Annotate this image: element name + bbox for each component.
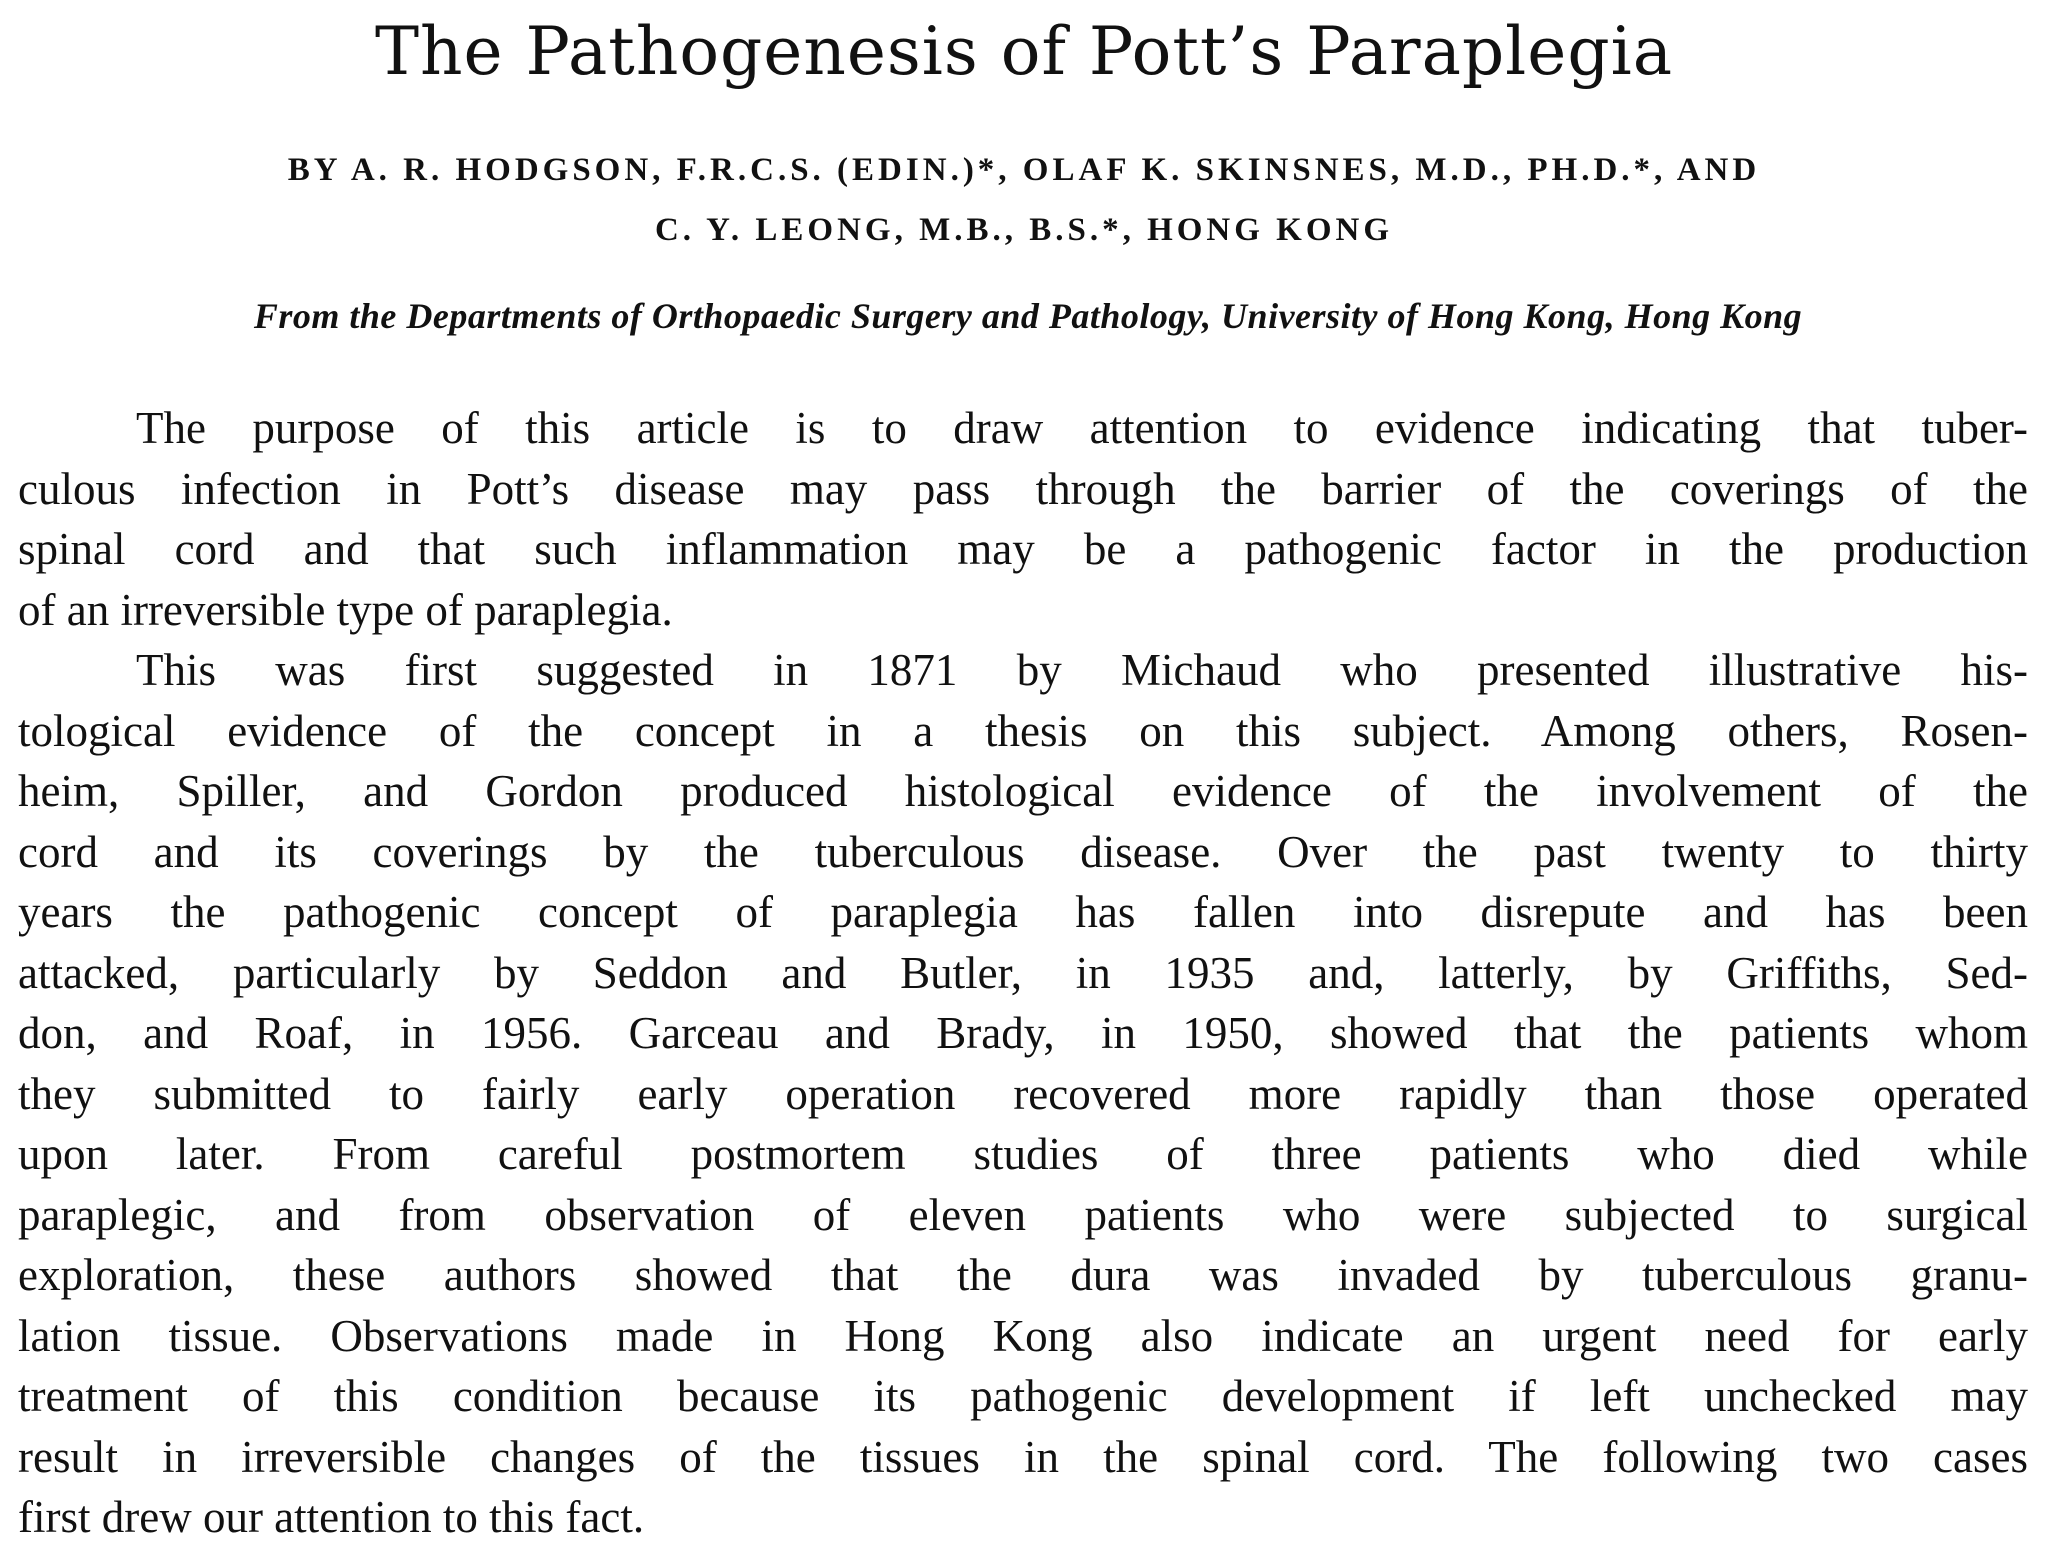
paragraph-line: paraplegic, and from observation of eleven patients who were subjected to surgical — [18, 1189, 2028, 1240]
paragraph-line: tological evidence of the concept in a thesis on this subject. Among others, Rosen- — [18, 705, 2028, 756]
paragraph-line: treatment of this condition because its pathogenic development if left unchecked may — [18, 1371, 2028, 1421]
affiliation: From the Departments of Orthopaedic Surgery and Pathology, University of Hong Kong, Hong Kong — [253, 296, 1803, 336]
author-byline-line-2: C. Y. LEONG, M.B., B.S.*, HONG KONG — [654, 212, 1394, 248]
paragraph-line: years the pathogenic concept of paraplegia has fallen into disrepute and has been — [18, 887, 2028, 937]
paragraph-line: heim, Spiller, and Gordon produced histological evidence of the involvement of the — [18, 766, 2028, 816]
paragraph-line: upon later. From careful postmortem studies of three patients who died while — [18, 1129, 2028, 1179]
paragraph-line: culous infection in Pott’s disease may pass through the barrier of the coverings of the — [18, 463, 2028, 514]
paragraph-line: don, and Roaf, in 1956. Garceau and Brady, in 1950, showed that the patients whom — [18, 1008, 2028, 1058]
paragraph-2 — [18, 640, 2028, 1548]
paragraph-line: first drew our attention to this fact. — [18, 1492, 645, 1542]
paragraph-line: attacked, particularly by Seddon and Butler, in 1935 and, latterly, by Griffiths, Sed- — [18, 947, 2028, 998]
article-title: The Pathogenesis of Pott’s Paraplegia — [374, 13, 1674, 90]
paragraph-line: The purpose of this article is to draw attention to evidence indicating that tuber- — [136, 403, 2028, 453]
paragraph-line: result in irreversible changes of the tissues in the spinal cord. The following two cases — [18, 1431, 2028, 1482]
paragraph-line: lation tissue. Observations made in Hong Kong also indicate an urgent need for early — [18, 1310, 2028, 1361]
paragraph-line: exploration, these authors showed that the dura was invaded by tuberculous granu- — [18, 1250, 2028, 1300]
paragraph-line: they submitted to fairly early operation recovered more rapidly than those operated — [18, 1068, 2028, 1119]
paragraph-1 — [18, 398, 2028, 640]
paragraph-line: spinal cord and that such inflammation may be a pathogenic factor in the production — [18, 524, 2028, 574]
author-byline-line-1: BY A. R. HODGSON, F.R.C.S. (EDIN.)*, OLAF K. SKINSNES, M.D., PH.D.*, AND — [287, 152, 1761, 188]
paragraph-line: This was first suggested in 1871 by Michaud who presented illustrative his- — [136, 645, 2028, 695]
paragraph-line: of an irreversible type of paraplegia. — [18, 584, 673, 635]
paragraph-line: cord and its coverings by the tuberculous disease. Over the past twenty to thirty — [18, 826, 2028, 877]
